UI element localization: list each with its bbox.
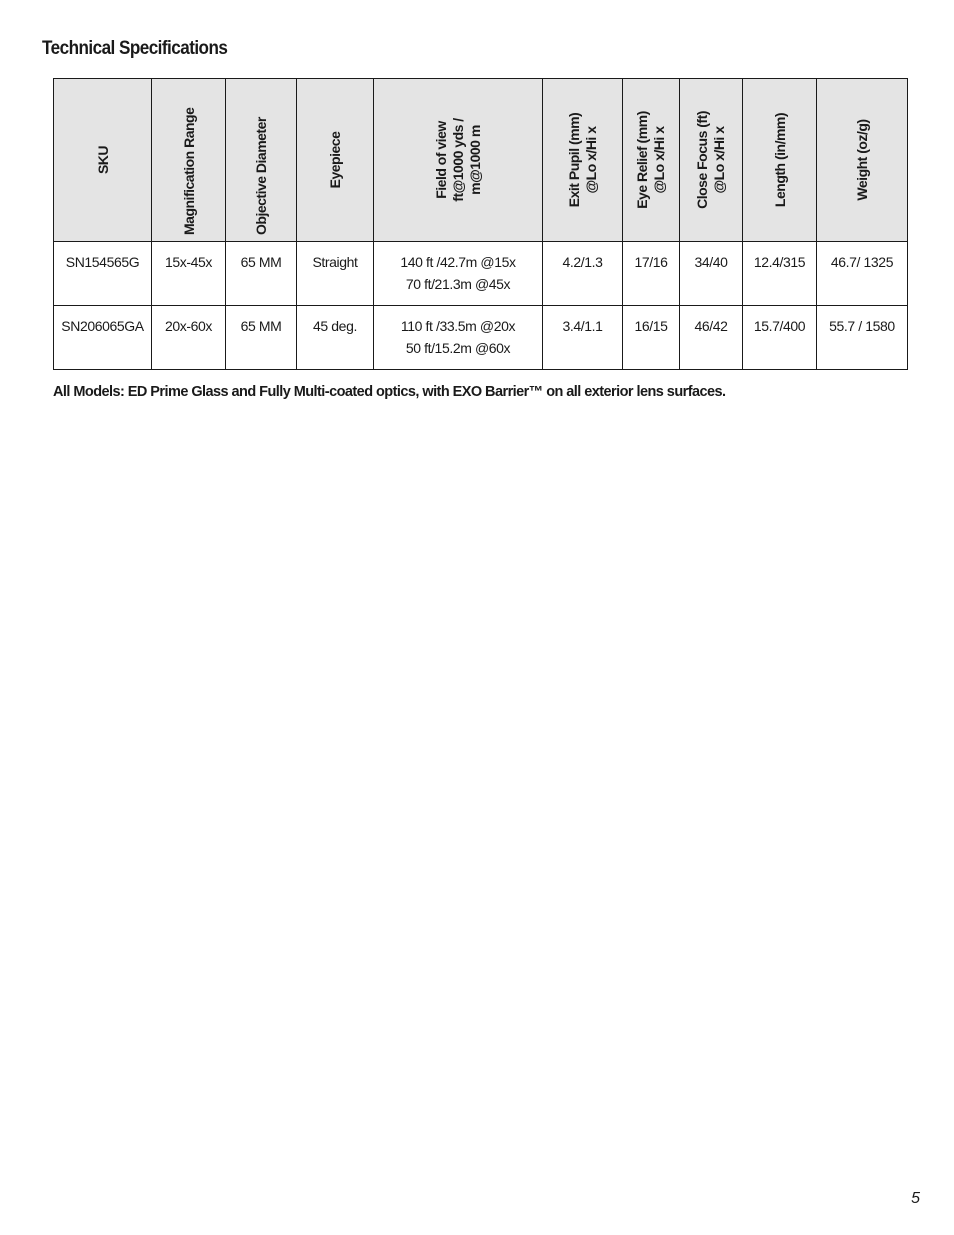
header-eye-relief	[623, 79, 680, 242]
header-eyepiece	[297, 79, 374, 242]
table-cell: SN154565G	[54, 242, 152, 306]
cell-text: 140 ft /42.7m @15x 70 ft/21.3m @45x	[400, 254, 516, 292]
header-close-focus	[680, 79, 743, 242]
table-cell: 65 MM	[226, 306, 297, 370]
table-cell: 16/15	[623, 306, 680, 370]
table-cell: 45 deg.	[297, 306, 374, 370]
header-weight	[817, 79, 908, 242]
cell-text: 110 ft /33.5m @20x 50 ft/15.2m @60x	[400, 318, 516, 356]
header-label: Weight (oz/g)	[853, 119, 870, 201]
table-cell: 46.7/ 1325	[817, 242, 908, 306]
header-label: Length (in/mm)	[771, 112, 787, 208]
table-cell: 4.2/1.3	[543, 242, 623, 306]
table-cell: 3.4/1.1	[543, 306, 623, 370]
header-magnification-range	[152, 79, 226, 242]
table-cell: SN206065GA	[54, 306, 152, 370]
table-row	[54, 306, 908, 370]
header-label: Eye Relief (mm) @Lo x/Hi x	[634, 111, 667, 209]
page-number: 5	[911, 1190, 920, 1207]
header-sku	[54, 79, 152, 242]
header-length	[743, 79, 817, 242]
header-field-of-view	[374, 79, 543, 242]
table-row	[54, 242, 908, 306]
header-exit-pupil	[543, 79, 623, 242]
header-label: Close Focus (ft) @Lo x/Hi x	[694, 111, 727, 209]
table-cell: 65 MM	[226, 242, 297, 306]
specifications-table	[53, 78, 908, 370]
header-label: Eyepiece	[326, 131, 343, 189]
table-cell: 15x-45x	[152, 242, 226, 306]
table-cell: 17/16	[623, 242, 680, 306]
table-cell	[374, 242, 543, 306]
table-cell: Straight	[297, 242, 374, 306]
table-cell: 46/42	[680, 306, 743, 370]
header-label: Objective Diameter	[252, 117, 269, 235]
header-label: Magnification Range	[180, 107, 196, 235]
page-title: Technical Specifications	[42, 38, 228, 59]
table-cell: 34/40	[680, 242, 743, 306]
table-cell: 20x-60x	[152, 306, 226, 370]
table-cell	[374, 306, 543, 370]
footnote: All Models: ED Prime Glass and Fully Multi-coated optics, with EXO Barrier™ on all exterior lens surfaces.	[53, 384, 726, 400]
table-header-row	[54, 79, 908, 242]
header-label: Exit Pupil (mm) @Lo x/Hi x	[565, 112, 599, 208]
table-cell: 12.4/315	[743, 242, 817, 306]
table-cell: 15.7/400	[743, 306, 817, 370]
header-objective-diameter	[226, 79, 297, 242]
table-cell: 55.7 / 1580	[817, 306, 908, 370]
header-label: SKU	[94, 145, 110, 175]
header-label: Field of view ft@1000 yds / m@1000 m	[432, 118, 483, 202]
